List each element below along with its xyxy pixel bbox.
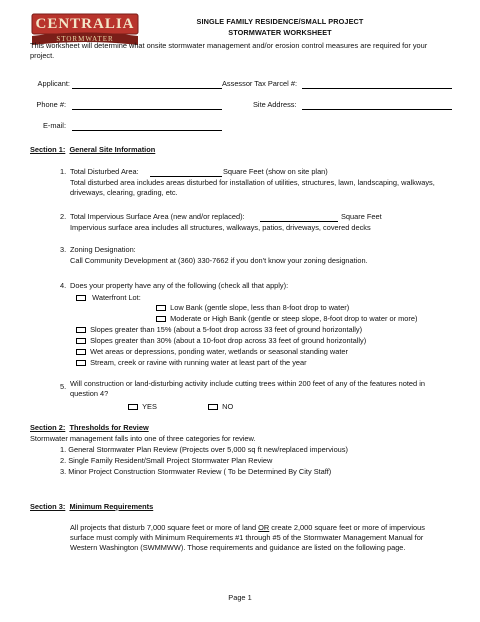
section-3-title: Minimum Requirements bbox=[69, 502, 154, 511]
waterfront-checkbox[interactable] bbox=[76, 295, 86, 301]
logo-text: CENTRALIA bbox=[35, 16, 135, 32]
section-3-text-part-b: create 2,000 square feet or more of impervious surface must comply with Minimum Requirements #1 through #5 of the Stormwater Management Manual for Western Washington (SWMMWW). Those requirements and guidance are listed on the following page. bbox=[70, 523, 425, 552]
stream-row bbox=[76, 358, 307, 368]
stream-checkbox[interactable] bbox=[76, 360, 86, 366]
section-3-or: OR bbox=[258, 523, 270, 532]
no-option bbox=[208, 402, 233, 412]
slope15-label: Slopes greater than 15% (about a 5-foot drop across 33 feet of ground horizontally) bbox=[90, 325, 363, 334]
moderate-bank-row bbox=[156, 314, 417, 324]
section-2-number: Section 2: bbox=[30, 423, 66, 432]
page-subtitle: STORMWATER WORKSHEET bbox=[228, 28, 332, 37]
q1-label: Total Disturbed Area: bbox=[70, 167, 139, 176]
assessor-label: Assessor Tax Parcel #: bbox=[222, 79, 298, 88]
section-1-number: Section 1: bbox=[30, 145, 66, 154]
yes-checkbox[interactable] bbox=[128, 404, 138, 410]
q2-field[interactable] bbox=[260, 221, 338, 222]
slope15-row bbox=[76, 325, 362, 335]
stream-label: Stream, creek or ravine with running water at least part of the year bbox=[90, 358, 307, 367]
section-2-intro: Stormwater management falls into one of three categories for review. bbox=[30, 434, 256, 443]
q2-description: Impervious surface area includes all structures, walkways, patios, driveways, covered decks bbox=[70, 223, 371, 232]
no-label: NO bbox=[222, 402, 234, 411]
slope30-checkbox[interactable] bbox=[76, 338, 86, 344]
slope15-checkbox[interactable] bbox=[76, 327, 86, 333]
slope30-label: Slopes greater than 30% (about a 10-foot drop across 33 feet of ground horizontally) bbox=[90, 336, 367, 345]
q2-unit: Square Feet bbox=[341, 212, 382, 221]
site-address-label: Site Address: bbox=[253, 100, 297, 109]
email-field[interactable] bbox=[72, 130, 222, 131]
review-item: 1. General Stormwater Plan Review (Projects over 5,000 sq ft new/replaced impervious) bbox=[60, 445, 348, 454]
phone-field[interactable] bbox=[72, 109, 222, 110]
low-bank-label: Low Bank (gentle slope, less than 8-foot drop to water) bbox=[170, 303, 350, 312]
low-bank-checkbox[interactable] bbox=[156, 305, 166, 311]
q3-description: Call Community Development at (360) 330-7662 if you don't know your zoning designation. bbox=[70, 256, 368, 265]
yes-option bbox=[128, 402, 157, 412]
moderate-bank-checkbox[interactable] bbox=[156, 316, 166, 322]
review-item: 3. Minor Project Construction Stormwater Review ( To be Determined By City Staff) bbox=[60, 467, 332, 476]
assessor-field[interactable] bbox=[302, 88, 452, 89]
section-1-title: General Site Information bbox=[69, 145, 156, 154]
section-3-number: Section 3: bbox=[30, 502, 66, 511]
logo-subtext: STORMWATER bbox=[56, 35, 114, 43]
wet-areas-checkbox[interactable] bbox=[76, 349, 86, 355]
q2-label: Total Impervious Surface Area (new and/or replaced): bbox=[70, 212, 245, 221]
review-item: 2. Single Family Resident/Small Project Stormwater Plan Review bbox=[60, 456, 273, 465]
intro-text: This worksheet will determine what onsite stormwater management and/or erosion control measures are required for your project. bbox=[30, 41, 428, 60]
section-3-text bbox=[70, 523, 450, 552]
q3-number: 3. bbox=[60, 245, 67, 254]
q1-unit: Square Feet (show on site plan) bbox=[223, 167, 328, 176]
q1-number: 1. bbox=[60, 167, 67, 176]
q4-number: 4. bbox=[60, 281, 67, 290]
q1-field[interactable] bbox=[150, 176, 222, 177]
wet-areas-label: Wet areas or depressions, ponding water, wetlands or seasonal standing water bbox=[90, 347, 348, 356]
low-bank-row bbox=[156, 303, 349, 313]
waterfront-label: Waterfront Lot: bbox=[92, 293, 141, 302]
applicant-label: Applicant: bbox=[37, 79, 70, 88]
q1-description: Total disturbed area includes areas disturbed for installation of utilities, structures, lawn, landscaping, walkways, driveways, clearing, grading, etc. bbox=[70, 178, 435, 197]
wet-areas-row bbox=[76, 347, 348, 357]
section-3-heading bbox=[30, 502, 153, 512]
slope30-row bbox=[76, 336, 366, 346]
section-1-heading bbox=[30, 145, 155, 155]
applicant-field[interactable] bbox=[72, 88, 222, 89]
phone-label: Phone #: bbox=[36, 100, 66, 109]
waterfront-row bbox=[76, 293, 141, 303]
page-number: Page 1 bbox=[228, 593, 252, 602]
email-label: E-mail: bbox=[43, 121, 66, 130]
section-2-heading bbox=[30, 423, 149, 433]
yes-label: YES bbox=[142, 402, 157, 411]
no-checkbox[interactable] bbox=[208, 404, 218, 410]
page-title: SINGLE FAMILY RESIDENCE/SMALL PROJECT bbox=[196, 17, 364, 26]
q2-number: 2. bbox=[60, 212, 67, 221]
site-address-field[interactable] bbox=[302, 109, 452, 110]
q5-label: Will construction or land-disturbing activity include cutting trees within 200 feet of any of the features noted in question 4? bbox=[70, 379, 425, 398]
section-3-text-part-a: All projects that disturb 7,000 square feet or more of land bbox=[70, 523, 259, 532]
section-2-title: Thresholds for Review bbox=[69, 423, 149, 432]
moderate-bank-label: Moderate or High Bank (gentle or steep slope, 8-foot drop to water or more) bbox=[170, 314, 418, 323]
q5-number: 5. bbox=[60, 382, 67, 391]
q4-label: Does your property have any of the following (check all that apply): bbox=[70, 281, 289, 290]
q3-label: Zoning Designation: bbox=[70, 245, 136, 254]
